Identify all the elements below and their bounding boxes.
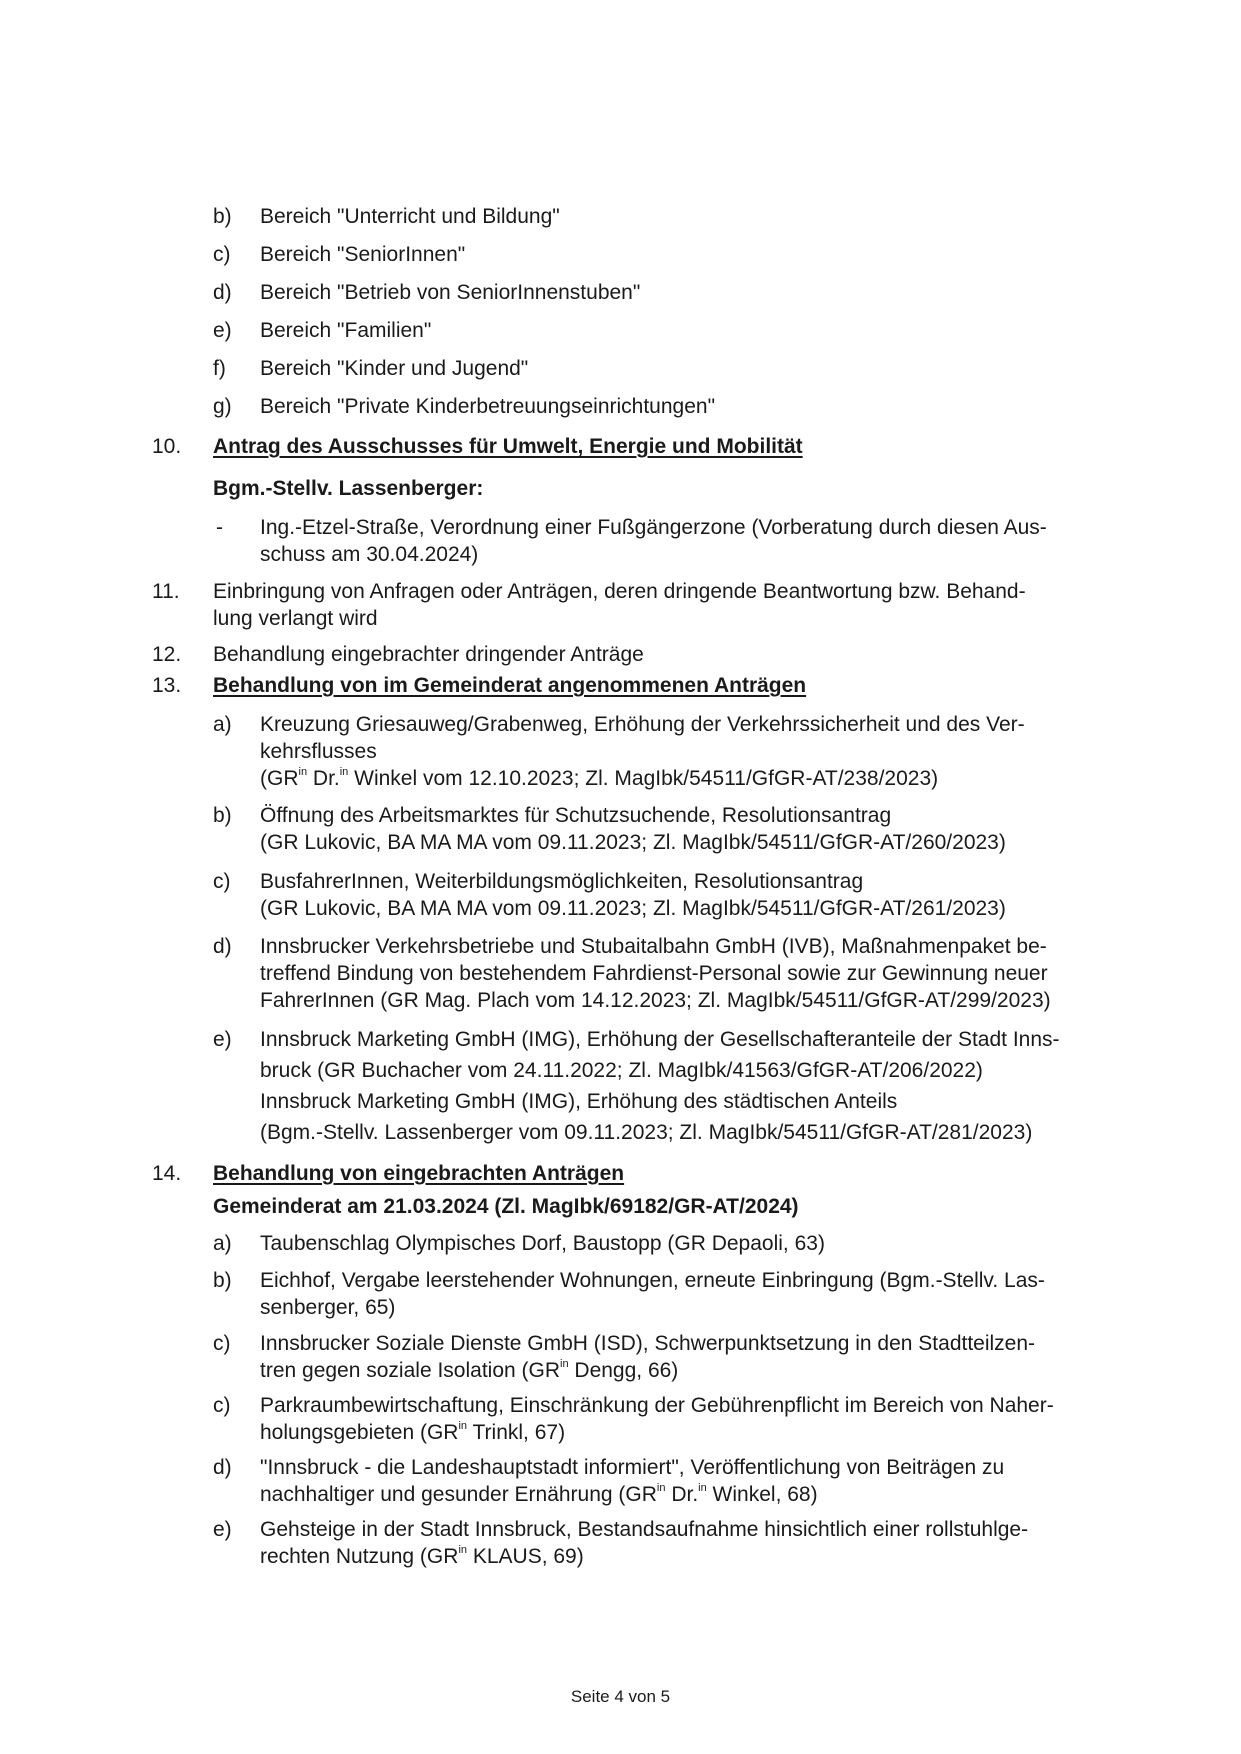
item-label: f) [213,357,226,380]
dash-bullet: - [216,516,223,539]
item-label: b) [213,804,232,827]
item-text: Ing.-Etzel-Straße, Verordnung einer Fußgängerzone (Vorberatung durch diesen Aus- schuss am 30.04.2024) [260,516,1047,566]
item-text: Bereich "Private Kinderbetreuungseinrichtungen" [260,395,716,418]
item-text: Bereich "Betrieb von SeniorInnenstuben" [260,281,641,304]
item-text: Bereich "Familien" [260,319,432,342]
item-label: c) [213,243,231,266]
item-label: e) [213,319,232,342]
item-text: Parkraumbewirtschaftung, Einschränkung der Gebührenpflicht im Bereich von Naher- holungsgebieten ($GR^{in}$ Trinkl, 67) [260,1394,1054,1444]
item-title: Antrag des Ausschusses für Umwelt, Energie und Mobilität [213,435,803,458]
item-text: Bereich "SeniorInnen" [260,243,466,266]
item-number: 13. [152,674,182,697]
item-text: Innsbrucker Verkehrsbetriebe und Stubaitalbahn GmbH (IVB), Maßnahmenpaket be- treffend Bindung von bestehendem Fahrdienst-Personal sowie zur Gewinnung neuer FahrerInnen (GR Mag. Plach vom 14.12.2023; Zl. MagIbk/54511/GfGR-AT/299/2023) [260,935,1051,1012]
item-text: Taubenschlag Olympisches Dorf, Baustopp (GR Depaoli, 63) [260,1232,825,1255]
item-text: Eichhof, Vergabe leerstehender Wohnungen, erneute Einbringung (Bgm.-Stellv. Las- senberger, 65) [260,1269,1045,1319]
item-label: a) [213,713,232,736]
item-label: d) [213,281,232,304]
item-label: d) [213,935,232,958]
item-label: e) [213,1518,232,1541]
item-number: 14. [152,1162,182,1185]
item-label: c) [213,1394,231,1417]
item-text: Kreuzung Griesauweg/Grabenweg, Erhöhung der Verkehrssicherheit und des Ver- kehrsflusses ($GR^{in}$ Dr.$^{in}$ Winkel vom 12.10.2023; Zl. MagIbk/54511/GfGR-AT/238/2023) [260,713,1025,790]
item-text: Einbringung von Anfragen oder Anträgen, deren dringende Beantwortung bzw. Behand- lung verlangt wird [213,580,1026,630]
item-text: BusfahrerInnen, Weiterbildungsmöglichkeiten, Resolutionsantrag (GR Lukovic, BA MA MA vom 09.11.2023; Zl. MagIbk/54511/GfGR-AT/261/2023) [260,870,1006,920]
item-label: g) [213,395,232,418]
item-number: 12. [152,643,182,666]
item-label: e) [213,1028,232,1051]
item-label: d) [213,1456,232,1479]
item-text: Gehsteige in der Stadt Innsbruck, Bestandsaufnahme hinsichtlich einer rollstuhlge- rechten Nutzung ($GR^{in}$ KLAUS, 69) [260,1518,1029,1568]
item-title: Behandlung von im Gemeinderat angenommenen Anträgen [213,674,807,697]
item-text: Bereich "Unterricht und Bildung" [260,205,560,228]
item-label: c) [213,870,231,893]
item-text: Öffnung des Arbeitsmarktes für Schutzsuchende, Resolutionsantrag (GR Lukovic, BA MA MA vom 09.11.2023; Zl. MagIbk/54511/GfGR-AT/260/2023) [260,804,1006,854]
item-number: 10. [152,435,182,458]
item-text: Innsbrucker Soziale Dienste GmbH (ISD), Schwerpunktsetzung in den Stadtteilzen- tren gegen soziale Isolation ($GR^{in}$ Dengg, 66) [260,1332,1036,1382]
speaker-name: Bgm.-Stellv. Lassenberger: [213,477,484,500]
item-label: c) [213,1332,231,1355]
item-text: Behandlung eingebrachter dringender Anträge [213,643,644,666]
item-text: Bereich "Kinder und Jugend" [260,357,529,380]
page-number: Seite 4 von 5 [570,1687,671,1706]
item-text: Innsbruck Marketing GmbH (IMG), Erhöhung der Gesellschafteranteile der Stadt Inns- bruck (GR Buchacher vom 24.11.2022; Zl. MagIbk/41563/GfGR-AT/206/2022) Innsbruck Marketing GmbH (IMG), Erhöhung des städtischen Anteils (Bgm.-Stellv. Lassenberger vom 09.11.2023; Zl. MagIbk/54511/GfGR-AT/281/2023) [260,1028,1060,1144]
item-title: Behandlung von eingebrachten Anträgen [213,1162,625,1185]
item-number: 11. [152,580,180,603]
item-label: a) [213,1232,232,1255]
item-text: "Innsbruck - die Landeshauptstadt informiert", Veröffentlichung von Beiträgen zu nachhaltiger und gesunder Ernährung ($GR^{in}$ Dr.$^{in}$ Winkel, 68) [260,1456,1005,1506]
item-label: b) [213,205,232,228]
session-subtitle: Gemeinderat am 21.03.2024 (Zl. MagIbk/69182/GR-AT/2024) [213,1195,799,1218]
item-label: b) [213,1269,232,1292]
